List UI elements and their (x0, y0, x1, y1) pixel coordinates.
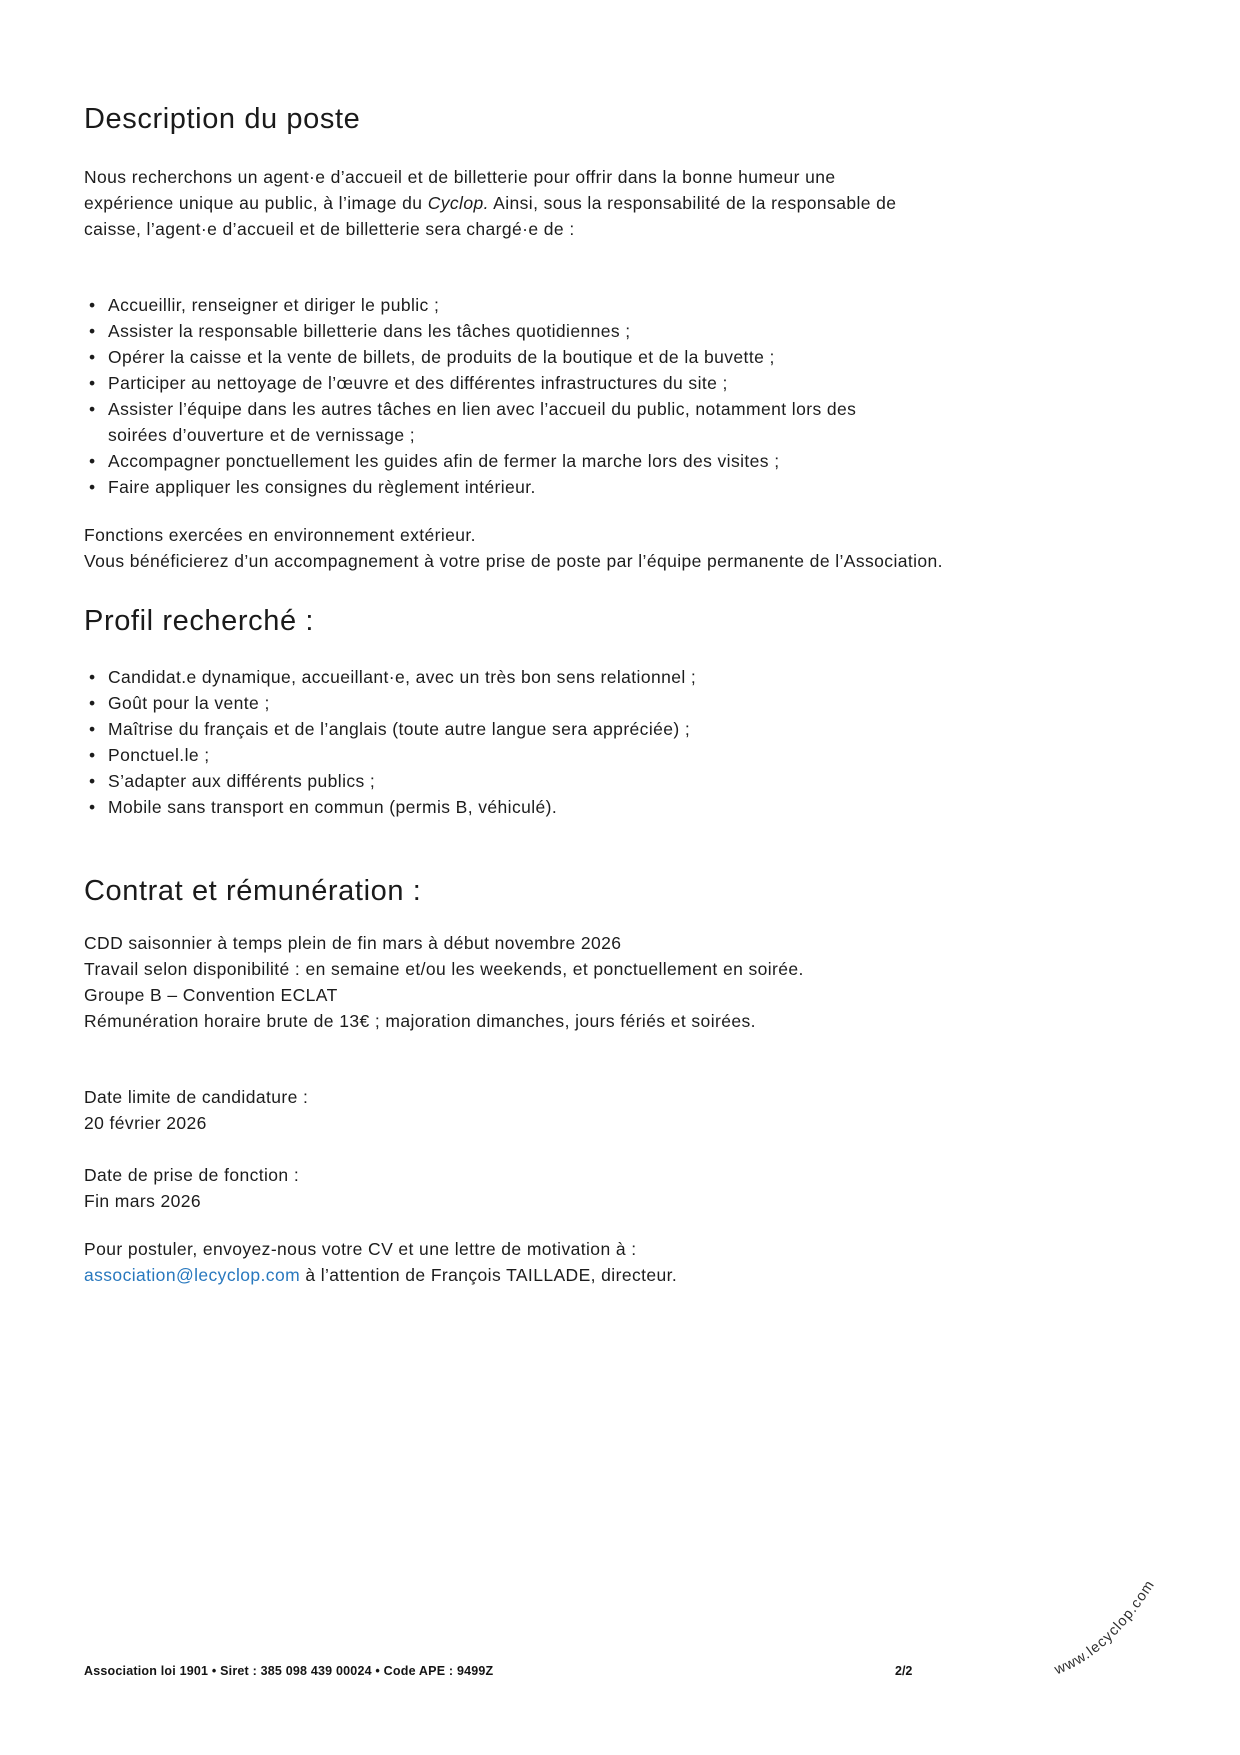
list-item (84, 396, 1154, 448)
bullet-icon: • (89, 719, 96, 739)
list-item-text: Accueillir, renseigner et diriger le public ; (108, 295, 440, 315)
contract-line-2: Travail selon disponibilité : en semaine et/ou les weekends, et ponctuellement en soirée. (84, 959, 804, 979)
list-item-text: Candidat.e dynamique, accueillant·e, avec un très bon sens relationnel ; (108, 667, 697, 687)
bullet-icon: • (89, 797, 96, 817)
watermark-text (1051, 1577, 1158, 1678)
apply-block (84, 1236, 1154, 1288)
intro-line-2-post: Ainsi, sous la responsabilité de la responsable de (488, 193, 897, 213)
list-item-text-wrap: soirées d’ouverture et de vernissage ; (108, 425, 416, 445)
contract-line-3: Groupe B – Convention ECLAT (84, 985, 338, 1005)
bullet-icon: • (89, 347, 96, 367)
profile-list (84, 664, 1154, 820)
bullet-icon: • (89, 693, 96, 713)
list-item-text: Accompagner ponctuellement les guides afin de fermer la marche lors des visites ; (108, 451, 780, 471)
list-item (84, 716, 1154, 742)
list-item (84, 474, 1154, 500)
intro-line-2 (84, 190, 1154, 216)
list-item-text: Mobile sans transport en commun (permis B, véhiculé). (108, 797, 558, 817)
list-item-text: Ponctuel.le ; (108, 745, 210, 765)
section-title-description: Description du poste (84, 103, 361, 135)
start-date-label: Date de prise de fonction : (84, 1165, 300, 1185)
apply-contact-rest: à l’attention de François TAILLADE, directeur. (300, 1265, 678, 1285)
list-item-text: Assister la responsable billetterie dans les tâches quotidiennes ; (108, 321, 631, 341)
list-item (84, 370, 1154, 396)
email-link[interactable]: association@lecyclop.com (84, 1265, 301, 1285)
intro-paragraph (84, 164, 1154, 242)
bullet-icon: • (89, 295, 96, 315)
intro-line-3: caisse, l’agent·e d’accueil et de billetterie sera chargé·e de : (84, 219, 575, 239)
list-item (84, 690, 1154, 716)
deadline-block (84, 1084, 1154, 1136)
bullet-icon: • (89, 451, 96, 471)
list-item-text: Participer au nettoyage de l’œuvre et des différentes infrastructures du site ; (108, 373, 728, 393)
notes-paragraph (84, 522, 1154, 574)
list-item (84, 344, 1154, 370)
list-item-text: Opérer la caisse et la vente de billets, de produits de la boutique et de la buvette ; (108, 347, 775, 367)
bullet-icon: • (89, 477, 96, 497)
deadline-value: 20 février 2026 (84, 1113, 207, 1133)
start-date-value: Fin mars 2026 (84, 1191, 202, 1211)
list-item-text: Goût pour la vente ; (108, 693, 270, 713)
page-number: 2/2 (895, 1664, 913, 1678)
list-item-text: S’adapter aux différents publics ; (108, 771, 376, 791)
list-item (84, 742, 1154, 768)
list-item (84, 448, 1154, 474)
note-line-2: Vous bénéficierez d’un accompagnement à votre prise de poste par l’équipe permanente de l’Association. (84, 551, 943, 571)
note-line-1: Fonctions exercées en environnement extérieur. (84, 525, 476, 545)
section-title-profile: Profil recherché : (84, 605, 314, 637)
list-item-text: Assister l’équipe dans les autres tâches en lien avec l’accueil du public, notamment lors des (108, 399, 857, 419)
list-item (84, 292, 1154, 318)
start-date-block (84, 1162, 1154, 1214)
apply-instruction: Pour postuler, envoyez-nous votre CV et une lettre de motivation à : (84, 1239, 637, 1259)
bullet-icon: • (89, 667, 96, 687)
document-content (0, 100, 1240, 1288)
watermark-arc (1005, 1505, 1215, 1715)
contract-paragraph (84, 930, 1154, 1034)
intro-line-1: Nous recherchons un agent·e d’accueil et de billetterie pour offrir dans la bonne humeur une (84, 167, 836, 187)
list-item (84, 318, 1154, 344)
bullet-icon: • (89, 399, 96, 419)
watermark-url-text: www.lecyclop.com (1052, 1577, 1159, 1679)
bullet-icon: • (89, 771, 96, 791)
apply-contact-line (84, 1262, 1154, 1288)
bullet-icon: • (89, 373, 96, 393)
list-item-text: Faire appliquer les consignes du règlement intérieur. (108, 477, 536, 497)
contract-line-1: CDD saisonnier à temps plein de fin mars à début novembre 2026 (84, 933, 622, 953)
contract-line-4: Rémunération horaire brute de 13€ ; majoration dimanches, jours fériés et soirées. (84, 1011, 756, 1031)
list-item (84, 768, 1154, 794)
list-item (84, 664, 1154, 690)
list-item (84, 794, 1154, 820)
bullet-icon: • (89, 745, 96, 765)
intro-line-2-pre: expérience unique au public, à l’image du (84, 193, 428, 213)
section-title-contract: Contrat et rémunération : (84, 875, 422, 907)
intro-line-2-italic: Cyclop. (427, 193, 489, 213)
footer-legal-info: Association loi 1901 • Siret : 385 098 439 00024 • Code APE : 9499Z (84, 1664, 494, 1678)
deadline-label: Date limite de candidature : (84, 1087, 309, 1107)
tasks-list (84, 292, 1154, 500)
bullet-icon: • (89, 321, 96, 341)
list-item-text: Maîtrise du français et de l’anglais (toute autre langue sera appréciée) ; (108, 719, 691, 739)
